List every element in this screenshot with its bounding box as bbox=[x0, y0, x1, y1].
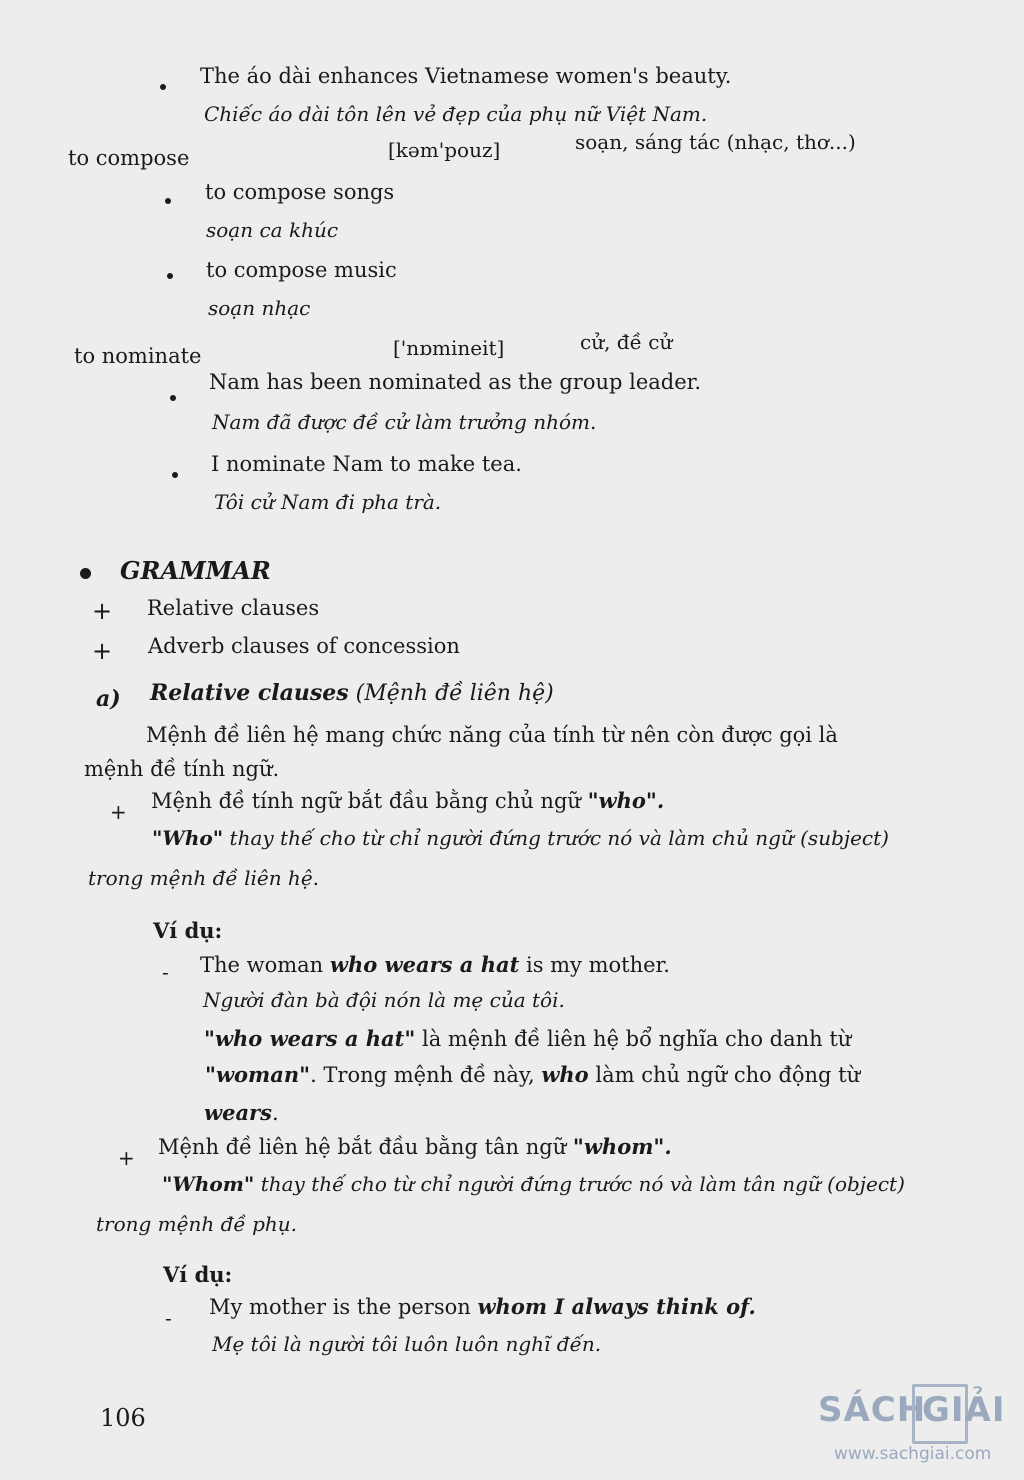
dash-icon: - bbox=[162, 960, 169, 984]
grammar-topic: Adverb clauses of concession bbox=[148, 634, 460, 658]
who-example-translation: Người đàn bà đội nón là mẹ của tôi. bbox=[203, 988, 565, 1012]
whom-heading: Mệnh đề liên hệ bắt đầu bằng tân ngữ "whom". bbox=[158, 1134, 672, 1159]
vocab-phonetic: ['nɒmineit] bbox=[393, 336, 505, 360]
intro-paragraph-line1: Mệnh đề liên hệ mang chức năng của tính từ nên còn được gọi là bbox=[146, 723, 838, 747]
grammar-topic: Relative clauses bbox=[147, 596, 320, 620]
who-explain-line3: wears. bbox=[204, 1100, 279, 1125]
dash-icon: - bbox=[165, 1306, 172, 1330]
section-bullet-icon bbox=[80, 568, 91, 579]
example-label: Ví dụ: bbox=[153, 918, 223, 943]
who-explain-line1: "who wears a hat" là mệnh đề liên hệ bổ nghĩa cho danh từ bbox=[204, 1026, 852, 1051]
whom-description-line2: trong mệnh đề phụ. bbox=[96, 1212, 297, 1236]
plus-icon: + bbox=[110, 800, 127, 824]
plus-icon: + bbox=[118, 1146, 135, 1170]
example-translation: soạn nhạc bbox=[208, 296, 311, 320]
vocab-word: to nominate bbox=[74, 344, 202, 368]
plus-icon: + bbox=[92, 637, 113, 665]
vocab-phonetic: [kəm'pouz] bbox=[388, 138, 501, 162]
example-sentence: Nam has been nominated as the group leader. bbox=[209, 370, 702, 394]
who-description-line1: "Who" thay thế cho từ chỉ người đứng trước nó và làm chủ ngữ (subject) bbox=[152, 826, 889, 850]
bullet-icon bbox=[165, 198, 171, 204]
example-sentence: The áo dài enhances Vietnamese women's beauty. bbox=[200, 64, 732, 88]
example-sentence: to compose music bbox=[206, 258, 397, 282]
example-sentence: to compose songs bbox=[205, 180, 395, 204]
vocab-meaning: soạn, sáng tác (nhạc, thơ...) bbox=[575, 130, 856, 154]
example-translation: Tôi cử Nam đi pha trà. bbox=[214, 490, 442, 514]
bullet-icon bbox=[160, 84, 166, 90]
bullet-icon bbox=[172, 472, 178, 478]
intro-paragraph-line2: mệnh đề tính ngữ. bbox=[84, 757, 280, 781]
page-number: 106 bbox=[100, 1404, 146, 1432]
bullet-icon bbox=[170, 395, 176, 401]
watermark-brand-left: SÁCH bbox=[818, 1390, 927, 1430]
bullet-icon bbox=[167, 273, 173, 279]
example-translation: Nam đã được đề cử làm trưởng nhóm. bbox=[212, 410, 597, 434]
who-explain-line2: "woman". Trong mệnh đề này, who làm chủ ngữ cho động từ bbox=[205, 1062, 861, 1087]
section-a-label: a) bbox=[96, 686, 121, 712]
example-label: Ví dụ: bbox=[163, 1262, 233, 1287]
example-translation: soạn ca khúc bbox=[206, 218, 339, 242]
whom-example: My mother is the person whom I always think of. bbox=[209, 1294, 756, 1319]
whom-example-translation: Mẹ tôi là người tôi luôn luôn nghĩ đến. bbox=[212, 1332, 602, 1356]
sachgiai-watermark-logo bbox=[818, 1390, 1018, 1470]
vocab-meaning: cử, đề cử bbox=[580, 330, 673, 354]
section-a-title: Relative clauses (Mệnh đề liên hệ) bbox=[150, 680, 554, 706]
example-sentence: I nominate Nam to make tea. bbox=[211, 452, 522, 476]
watermark-url: www.sachgiai.com bbox=[834, 1444, 992, 1464]
vocab-word: to compose bbox=[68, 146, 190, 170]
who-description-line2: trong mệnh đề liên hệ. bbox=[88, 866, 320, 890]
who-example: The woman who wears a hat is my mother. bbox=[200, 952, 670, 977]
whom-description-line1: "Whom" thay thế cho từ chỉ người đứng trước nó và làm tân ngữ (object) bbox=[162, 1172, 905, 1196]
plus-icon: + bbox=[92, 597, 113, 625]
example-translation: Chiếc áo dài tôn lên vẻ đẹp của phụ nữ Việt Nam. bbox=[204, 102, 708, 126]
grammar-heading: GRAMMAR bbox=[120, 556, 271, 585]
watermark-brand-right: GIẢI bbox=[922, 1390, 1006, 1430]
who-heading: Mệnh đề tính ngữ bắt đầu bằng chủ ngữ "who". bbox=[151, 788, 665, 813]
